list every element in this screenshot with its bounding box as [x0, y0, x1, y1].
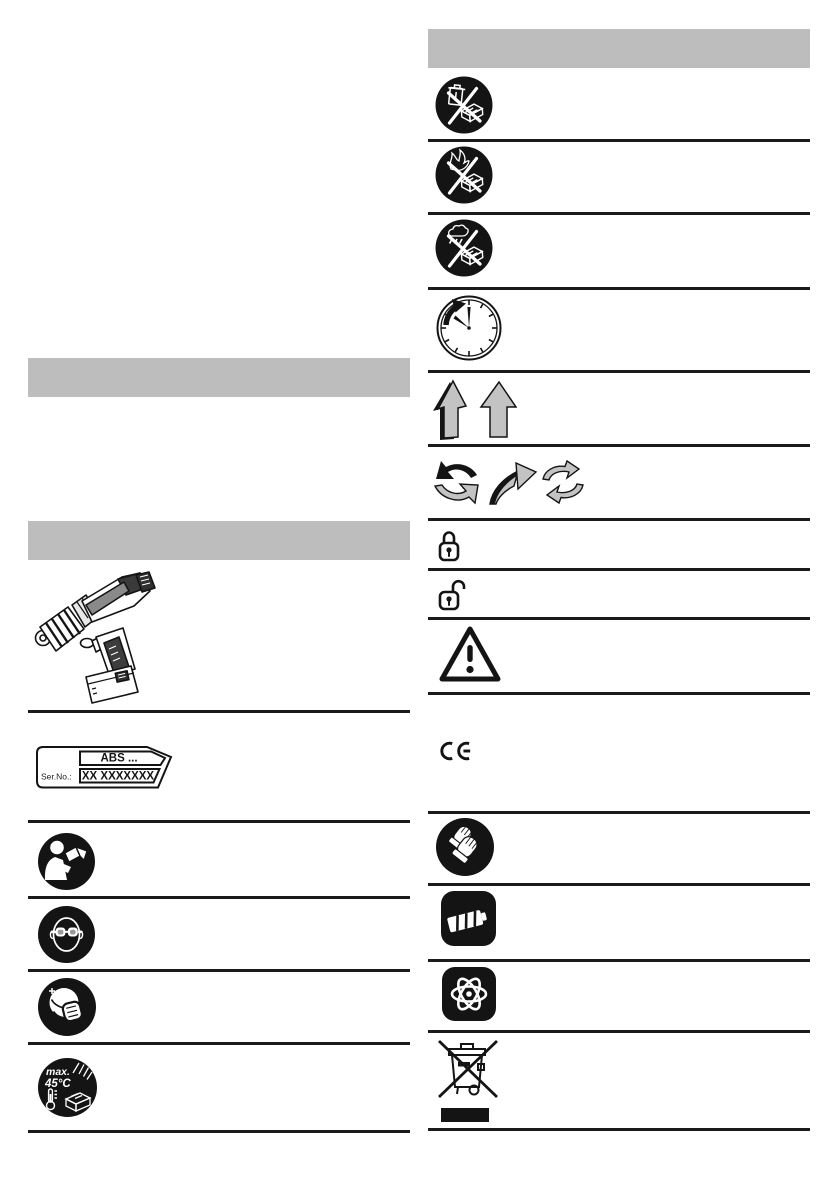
divider-line	[428, 287, 810, 290]
divider-line	[428, 444, 810, 447]
wear-protective-gloves-icon	[436, 818, 494, 876]
divider-line	[428, 617, 810, 620]
divider-line	[28, 896, 410, 899]
do-not-dispose-battery-in-trash-icon	[435, 76, 493, 134]
weee-underline-bar	[441, 1108, 489, 1122]
divider-line	[428, 883, 810, 886]
max-temp-text-line2: 45°C	[45, 1078, 71, 1090]
divider-line	[428, 1128, 810, 1131]
serial-prefix-label: Ser.No.:	[41, 771, 72, 782]
battery-max-temperature-icon	[38, 1058, 97, 1117]
divider-line	[28, 710, 410, 713]
right-column	[428, 0, 810, 1191]
divider-line	[428, 811, 810, 814]
divider-line	[428, 212, 810, 215]
divider-line	[28, 1130, 410, 1133]
left-column	[28, 0, 410, 1191]
wear-dust-mask-icon	[38, 978, 96, 1036]
general-warning-triangle-icon	[438, 624, 502, 685]
divider-line	[428, 1030, 810, 1033]
divider-line	[428, 692, 810, 695]
insertion-direction-arrows-icon	[433, 377, 517, 441]
divider-line	[428, 568, 810, 571]
section-header-bar	[28, 358, 410, 397]
charging-time-clock-icon	[435, 294, 503, 362]
read-manual-icon	[38, 833, 95, 890]
protect-battery-from-water-icon	[435, 219, 493, 277]
divider-line	[28, 1042, 410, 1045]
serial-number-label	[34, 744, 180, 791]
wear-eye-protection-icon	[38, 906, 95, 963]
divider-line	[428, 518, 810, 521]
section-header-bar	[28, 521, 410, 560]
cordless-drill-illustration	[30, 565, 210, 715]
section-header-bar	[428, 29, 810, 68]
divider-line	[428, 370, 810, 373]
divider-line	[28, 820, 410, 823]
protect-battery-from-fire-icon	[435, 146, 493, 204]
max-temp-text-line1: max.	[46, 1066, 70, 1078]
rotation-direction-arrows-icon	[433, 459, 585, 507]
ce-mark	[437, 734, 473, 768]
divider-line	[28, 969, 410, 972]
model-number-text: ABS ...	[100, 752, 138, 765]
battery-pack-icon	[440, 890, 497, 947]
lock-closed-icon	[438, 528, 460, 563]
weee-crossed-bin-icon	[437, 1037, 499, 1101]
lock-open-icon	[438, 577, 466, 612]
divider-line	[428, 959, 810, 962]
serial-number-text: XX XXXXXXX	[81, 770, 155, 783]
divider-line	[428, 139, 810, 142]
li-ion-battery-icon	[441, 966, 497, 1022]
